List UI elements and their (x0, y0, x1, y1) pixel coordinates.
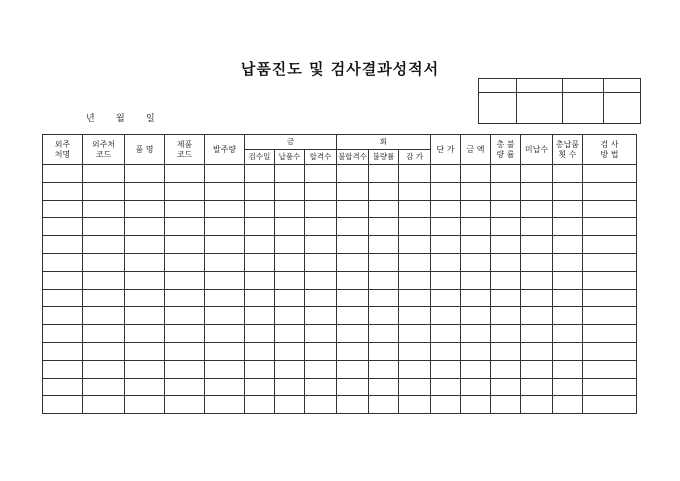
header-vendor-code: 외주처 코드 (83, 135, 125, 165)
table-cell[interactable] (245, 218, 275, 236)
table-cell[interactable] (305, 360, 337, 378)
table-cell[interactable] (583, 182, 637, 200)
table-row (43, 236, 637, 254)
table-cell[interactable] (337, 378, 369, 396)
table-cell[interactable] (43, 342, 83, 360)
table-cell[interactable] (369, 182, 399, 200)
table-cell[interactable] (491, 396, 521, 414)
header-group-left: 금 (245, 135, 337, 150)
table-cell[interactable] (83, 271, 125, 289)
header-delivery-count: 총납품 횟 수 (553, 135, 583, 165)
table-cell[interactable] (125, 271, 165, 289)
table-cell[interactable] (305, 342, 337, 360)
table-cell[interactable] (43, 182, 83, 200)
header-passed-qty: 합격수 (305, 150, 337, 165)
table-cell[interactable] (43, 165, 83, 183)
table-cell[interactable] (399, 165, 431, 183)
table-cell[interactable] (245, 200, 275, 218)
table-cell[interactable] (245, 182, 275, 200)
table-cell[interactable] (83, 396, 125, 414)
table-cell[interactable] (553, 325, 583, 343)
table-cell[interactable] (553, 253, 583, 271)
table-cell[interactable] (305, 236, 337, 254)
table-cell[interactable] (165, 342, 205, 360)
table-cell[interactable] (491, 342, 521, 360)
table-cell[interactable] (583, 360, 637, 378)
table-cell[interactable] (553, 182, 583, 200)
table-cell[interactable] (205, 165, 245, 183)
table-cell[interactable] (245, 378, 275, 396)
table-cell[interactable] (165, 396, 205, 414)
table-cell[interactable] (43, 271, 83, 289)
table-cell[interactable] (521, 342, 553, 360)
table-cell[interactable] (205, 360, 245, 378)
table-row (43, 342, 637, 360)
approval-cell[interactable] (604, 79, 641, 93)
table-row (43, 307, 637, 325)
table-row (43, 165, 637, 183)
table-cell[interactable] (491, 236, 521, 254)
table-cell[interactable] (125, 307, 165, 325)
header-group-right: 회 (337, 135, 431, 150)
table-cell[interactable] (431, 360, 461, 378)
header-delivered-qty: 납품수 (275, 150, 305, 165)
table-cell[interactable] (399, 342, 431, 360)
table-cell[interactable] (43, 218, 83, 236)
table-cell[interactable] (337, 396, 369, 414)
table-cell[interactable] (43, 307, 83, 325)
table-cell[interactable] (583, 307, 637, 325)
table-cell[interactable] (399, 253, 431, 271)
inspection-table (42, 134, 637, 414)
table-cell[interactable] (305, 325, 337, 343)
table-cell[interactable] (491, 182, 521, 200)
table-cell[interactable] (125, 182, 165, 200)
table-cell[interactable] (205, 218, 245, 236)
table-cell[interactable] (245, 236, 275, 254)
table-cell[interactable] (205, 236, 245, 254)
table-cell[interactable] (491, 253, 521, 271)
table-cell[interactable] (205, 378, 245, 396)
table-row (43, 253, 637, 271)
header-vendor-name: 외주 처명 (43, 135, 83, 165)
table-cell[interactable] (83, 182, 125, 200)
document-title: 납품진도 및 검사결과성적서 (240, 60, 440, 78)
table-cell[interactable] (245, 360, 275, 378)
table-cell[interactable] (369, 271, 399, 289)
table-cell[interactable] (275, 342, 305, 360)
table-cell[interactable] (125, 342, 165, 360)
table-cell[interactable] (43, 378, 83, 396)
table-cell[interactable] (461, 271, 491, 289)
table-cell[interactable] (491, 165, 521, 183)
approval-sign-cell[interactable] (604, 93, 641, 124)
table-cell[interactable] (521, 182, 553, 200)
table-cell[interactable] (43, 236, 83, 254)
table-cell[interactable] (431, 200, 461, 218)
table-cell[interactable] (491, 218, 521, 236)
table-cell[interactable] (399, 378, 431, 396)
table-cell[interactable] (337, 218, 369, 236)
table-cell[interactable] (43, 200, 83, 218)
table-cell[interactable] (125, 200, 165, 218)
header-undelivered: 미납수 (521, 135, 553, 165)
table-cell[interactable] (205, 307, 245, 325)
table-cell[interactable] (337, 325, 369, 343)
table-cell[interactable] (553, 342, 583, 360)
table-cell[interactable] (583, 218, 637, 236)
table-cell[interactable] (431, 325, 461, 343)
table-cell[interactable] (83, 165, 125, 183)
table-cell[interactable] (431, 307, 461, 325)
table-cell[interactable] (337, 360, 369, 378)
table-cell[interactable] (337, 289, 369, 307)
date-month-label: 월 (116, 114, 125, 124)
table-cell[interactable] (461, 218, 491, 236)
table-cell[interactable] (521, 360, 553, 378)
table-cell[interactable] (521, 200, 553, 218)
table-cell[interactable] (521, 253, 553, 271)
table-cell[interactable] (369, 307, 399, 325)
table-cell[interactable] (399, 360, 431, 378)
table-cell[interactable] (461, 396, 491, 414)
approval-sign-cell[interactable] (517, 93, 563, 124)
table-cell[interactable] (205, 271, 245, 289)
table-cell[interactable] (125, 289, 165, 307)
header-defect-rate: 불량률 (369, 150, 399, 165)
table-cell[interactable] (275, 200, 305, 218)
table-cell[interactable] (83, 200, 125, 218)
table-cell[interactable] (461, 342, 491, 360)
table-cell[interactable] (83, 325, 125, 343)
table-cell[interactable] (369, 165, 399, 183)
table-cell[interactable] (337, 253, 369, 271)
table-cell[interactable] (553, 200, 583, 218)
table-cell[interactable] (125, 378, 165, 396)
table-cell[interactable] (165, 360, 205, 378)
header-order-qty: 발주량 (205, 135, 245, 165)
table-cell[interactable] (583, 378, 637, 396)
table-cell[interactable] (553, 271, 583, 289)
header-inspection-date: 검수일 (245, 150, 275, 165)
table-row (43, 325, 637, 343)
table-cell[interactable] (43, 253, 83, 271)
approval-sign-cell[interactable] (479, 93, 517, 124)
table-cell[interactable] (399, 396, 431, 414)
table-cell[interactable] (337, 236, 369, 254)
table-cell[interactable] (83, 360, 125, 378)
approval-cell[interactable] (479, 79, 517, 93)
table-cell[interactable] (275, 289, 305, 307)
table-cell[interactable] (275, 307, 305, 325)
header-item-name: 품 명 (125, 135, 165, 165)
table-cell[interactable] (165, 253, 205, 271)
table-cell[interactable] (369, 253, 399, 271)
table-cell[interactable] (431, 253, 461, 271)
table-cell[interactable] (125, 165, 165, 183)
table-cell[interactable] (399, 218, 431, 236)
table-cell[interactable] (369, 200, 399, 218)
table-cell[interactable] (165, 307, 205, 325)
table-cell[interactable] (521, 307, 553, 325)
table-cell[interactable] (431, 378, 461, 396)
table-cell[interactable] (369, 342, 399, 360)
table-cell[interactable] (205, 182, 245, 200)
table-row (43, 271, 637, 289)
table-cell[interactable] (461, 200, 491, 218)
table-cell[interactable] (337, 307, 369, 325)
table-cell[interactable] (245, 307, 275, 325)
table-cell[interactable] (553, 236, 583, 254)
table-cell[interactable] (583, 165, 637, 183)
table-cell[interactable] (521, 396, 553, 414)
table-row (43, 360, 637, 378)
table-cell[interactable] (305, 396, 337, 414)
table-cell[interactable] (125, 236, 165, 254)
table-cell[interactable] (399, 325, 431, 343)
table-cell[interactable] (553, 165, 583, 183)
table-cell[interactable] (583, 271, 637, 289)
table-cell[interactable] (553, 307, 583, 325)
table-cell[interactable] (431, 182, 461, 200)
table-cell[interactable] (431, 165, 461, 183)
table-cell[interactable] (369, 325, 399, 343)
table-cell[interactable] (369, 396, 399, 414)
table-cell[interactable] (275, 165, 305, 183)
table-cell[interactable] (369, 236, 399, 254)
table-cell[interactable] (125, 360, 165, 378)
table-cell[interactable] (165, 271, 205, 289)
table-cell[interactable] (431, 236, 461, 254)
table-cell[interactable] (491, 307, 521, 325)
table-cell[interactable] (165, 182, 205, 200)
table-cell[interactable] (521, 271, 553, 289)
table-cell[interactable] (583, 396, 637, 414)
header-deduction: 감 가 (399, 150, 431, 165)
table-cell[interactable] (337, 182, 369, 200)
table-cell[interactable] (337, 271, 369, 289)
table-cell[interactable] (205, 289, 245, 307)
table-cell[interactable] (399, 289, 431, 307)
table-cell[interactable] (305, 271, 337, 289)
table-cell[interactable] (491, 325, 521, 343)
table-cell[interactable] (583, 253, 637, 271)
table-cell[interactable] (165, 218, 205, 236)
table-cell[interactable] (399, 236, 431, 254)
table-cell[interactable] (43, 289, 83, 307)
table-cell[interactable] (205, 325, 245, 343)
table-cell[interactable] (275, 253, 305, 271)
table-cell[interactable] (583, 200, 637, 218)
table-cell[interactable] (305, 307, 337, 325)
table-cell[interactable] (399, 182, 431, 200)
table-cell[interactable] (491, 289, 521, 307)
table-row (43, 289, 637, 307)
table-cell[interactable] (491, 378, 521, 396)
table-cell[interactable] (245, 342, 275, 360)
table-cell[interactable] (125, 253, 165, 271)
table-cell[interactable] (205, 396, 245, 414)
table-cell[interactable] (461, 360, 491, 378)
table-cell[interactable] (431, 396, 461, 414)
table-cell[interactable] (337, 165, 369, 183)
table-cell[interactable] (125, 396, 165, 414)
table-cell[interactable] (461, 378, 491, 396)
table-cell[interactable] (583, 342, 637, 360)
table-cell[interactable] (245, 253, 275, 271)
table-cell[interactable] (165, 325, 205, 343)
table-cell[interactable] (245, 396, 275, 414)
approval-cell[interactable] (517, 79, 563, 93)
header-inspection-method: 검 사 방 법 (583, 135, 637, 165)
table-cell[interactable] (369, 378, 399, 396)
table-cell[interactable] (83, 236, 125, 254)
table-cell[interactable] (431, 342, 461, 360)
table-cell[interactable] (583, 325, 637, 343)
table-cell[interactable] (125, 218, 165, 236)
table-cell[interactable] (399, 271, 431, 289)
table-cell[interactable] (275, 182, 305, 200)
table-cell[interactable] (553, 289, 583, 307)
table-cell[interactable] (275, 360, 305, 378)
table-row (43, 200, 637, 218)
table-cell[interactable] (165, 165, 205, 183)
approval-box (478, 78, 641, 124)
table-cell[interactable] (337, 342, 369, 360)
table-cell[interactable] (431, 271, 461, 289)
table-cell[interactable] (337, 200, 369, 218)
table-cell[interactable] (305, 218, 337, 236)
table-row (43, 182, 637, 200)
header-product-code: 제품 코드 (165, 135, 205, 165)
table-cell[interactable] (521, 165, 553, 183)
table-cell[interactable] (521, 325, 553, 343)
table-cell[interactable] (165, 200, 205, 218)
table-cell[interactable] (275, 218, 305, 236)
table-cell[interactable] (83, 289, 125, 307)
table-cell[interactable] (305, 253, 337, 271)
table-cell[interactable] (583, 236, 637, 254)
table-cell[interactable] (205, 253, 245, 271)
header-amount: 금 액 (461, 135, 491, 165)
table-cell[interactable] (583, 289, 637, 307)
table-cell[interactable] (305, 378, 337, 396)
date-day-label: 일 (146, 114, 155, 124)
approval-sign-cell[interactable] (563, 93, 604, 124)
table-cell[interactable] (461, 307, 491, 325)
table-cell[interactable] (553, 396, 583, 414)
table-cell[interactable] (43, 360, 83, 378)
table-cell[interactable] (205, 342, 245, 360)
table-cell[interactable] (461, 325, 491, 343)
table-cell[interactable] (245, 271, 275, 289)
table-cell[interactable] (369, 218, 399, 236)
table-cell[interactable] (461, 289, 491, 307)
table-cell[interactable] (165, 289, 205, 307)
table-cell[interactable] (305, 182, 337, 200)
table-cell[interactable] (245, 289, 275, 307)
table-cell[interactable] (399, 307, 431, 325)
approval-cell[interactable] (563, 79, 604, 93)
table-cell[interactable] (305, 165, 337, 183)
table-cell[interactable] (521, 289, 553, 307)
table-cell[interactable] (43, 396, 83, 414)
table-cell[interactable] (369, 360, 399, 378)
table-cell[interactable] (553, 378, 583, 396)
table-cell[interactable] (461, 253, 491, 271)
table-cell[interactable] (461, 182, 491, 200)
table-cell[interactable] (83, 218, 125, 236)
table-cell[interactable] (305, 289, 337, 307)
table-cell[interactable] (83, 307, 125, 325)
table-row (43, 396, 637, 414)
table-cell[interactable] (491, 360, 521, 378)
table-cell[interactable] (275, 325, 305, 343)
table-cell[interactable] (461, 236, 491, 254)
table-cell[interactable] (553, 218, 583, 236)
table-cell[interactable] (275, 378, 305, 396)
table-cell[interactable] (275, 271, 305, 289)
table-cell[interactable] (83, 378, 125, 396)
table-cell[interactable] (491, 200, 521, 218)
table-cell[interactable] (521, 378, 553, 396)
table-cell[interactable] (83, 342, 125, 360)
table-cell[interactable] (461, 165, 491, 183)
table-cell[interactable] (125, 325, 165, 343)
table-cell[interactable] (275, 236, 305, 254)
table-cell[interactable] (245, 325, 275, 343)
table-cell[interactable] (431, 218, 461, 236)
header-total-defect-rate: 총 불 량 률 (491, 135, 521, 165)
header-failed-qty: 불합격수 (337, 150, 369, 165)
table-cell[interactable] (369, 289, 399, 307)
table-cell[interactable] (165, 236, 205, 254)
table-cell[interactable] (205, 200, 245, 218)
table-cell[interactable] (245, 165, 275, 183)
table-row (43, 378, 637, 396)
table-cell[interactable] (399, 200, 431, 218)
table-cell[interactable] (431, 289, 461, 307)
table-cell[interactable] (275, 396, 305, 414)
table-cell[interactable] (305, 200, 337, 218)
table-cell[interactable] (83, 253, 125, 271)
header-unit-price: 단 가 (431, 135, 461, 165)
table-cell[interactable] (553, 360, 583, 378)
table-cell[interactable] (491, 271, 521, 289)
table-cell[interactable] (521, 218, 553, 236)
table-cell[interactable] (43, 325, 83, 343)
table-row (43, 218, 637, 236)
table-cell[interactable] (165, 378, 205, 396)
table-cell[interactable] (521, 236, 553, 254)
date-year-label: 년 (86, 114, 95, 124)
